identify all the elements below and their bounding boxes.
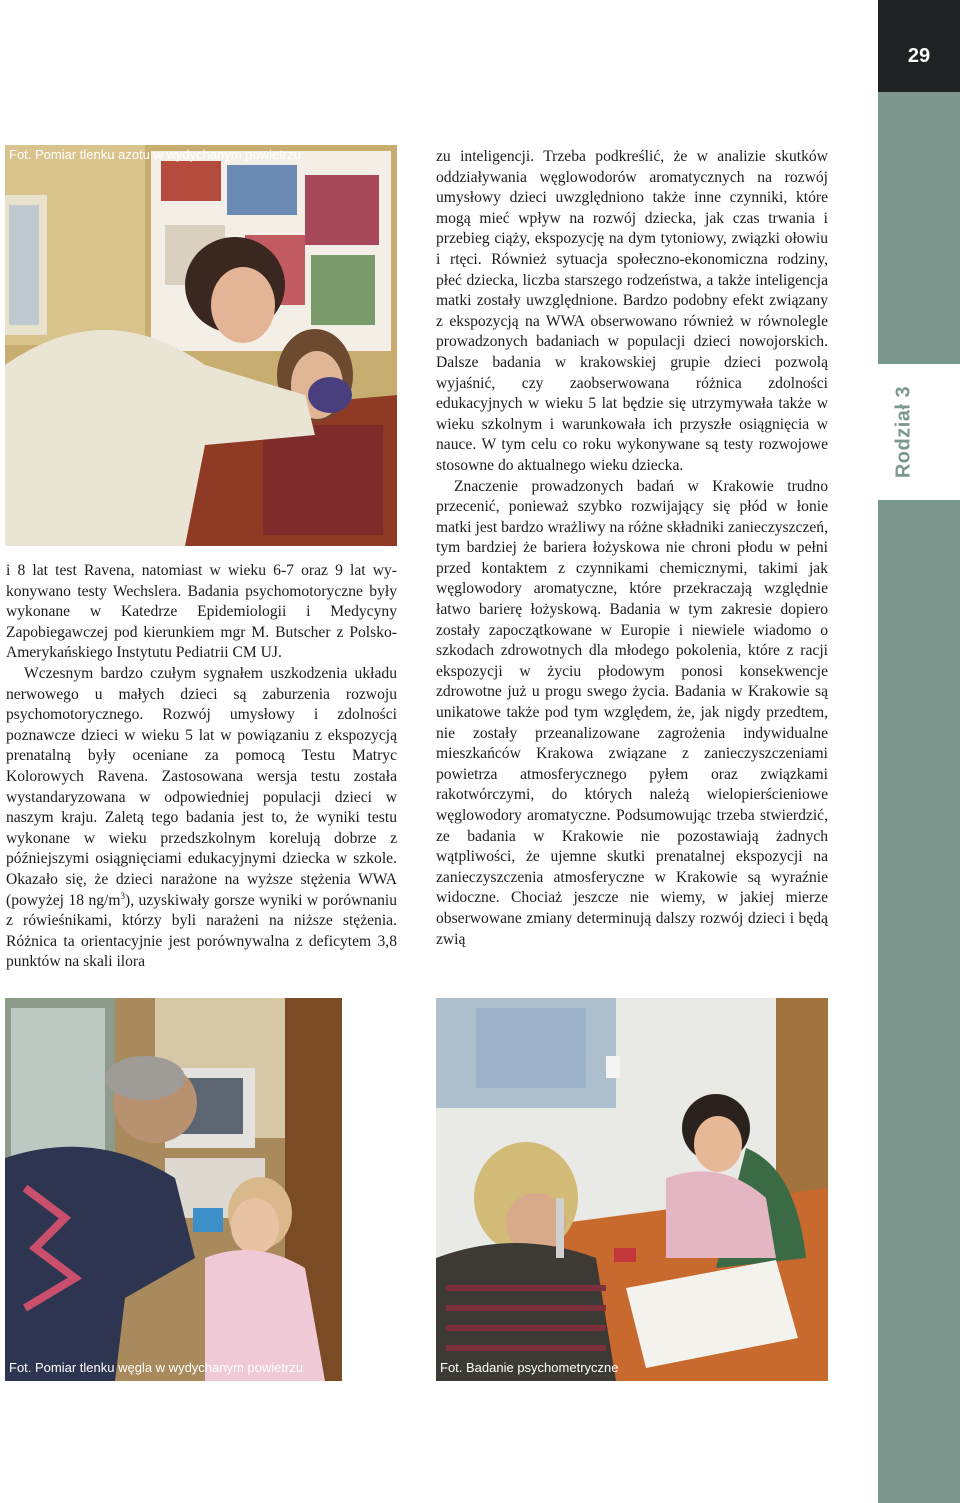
paragraph-text: ), uzyskiwały gorsze wyniki w porównaniu z rówieśnikami, którzy byli narażeni na niższe stężenia. Różnica ta orientacyjnie jest porównywalna z deficytem 3,8 punktów na skali ilora — [6, 891, 398, 971]
photo-caption: Fot. Pomiar tlenku azotu w wydychanym powietrzu — [9, 147, 301, 162]
left-text-column — [6, 561, 397, 973]
paragraph: Znaczenie prowadzonych badań w Krakowie trudno przecenić, ponieważ szybko rozwijający się płód w łonie matki jest bardzo wrażliwy na różne składniki zanieczyszczeń, tym bardziej że bariera łożyskowa nie chroni płodu w pełni przed kontaktem z czynnikami chemicznymi, takimi jak węglowodory aromatyczne, które przekraczają względnie łatwo barierę łożyskową. Badania w tym zakresie dopiero zostały zapoczątkowane w Europie i niewiele wiadomo o szkodach zdrowotnych dla młodego pokolenia, które z racji ekspozycji w życiu płodowym ponosi konsekwencje zdrowotne już u progu swego życia. Badania w Krakowie są unikatowe także pod tym względem, że, jak nigdy przedtem, nie zostały przeanalizowane zagrożenia indywidualne mieszkańców Krakowa związane z zanieczyszczeniami powietrza atmosferycznego pyłem oraz związkami rakotwórczymi, do których należą wielopierścieniowe węglowodory aromatyczne. Podsumowując trzeba stwierdzić, ze badania w Krakowie nie pozostawiają żadnych wątpliwości, że ujemne skutki prenatalnej ekspozycji na zanieczyszczenia atmosferyczne w Krakowie są wyraźnie widoczne. Chociaż jeszcze nie wiemy, w jakiej mierze obserwowane zmiany determinują dalszy rozwój dzieci i będą zwią — [436, 477, 828, 948]
paragraph: i 8 lat test Ravena, natomiast w wieku 6-7 oraz 9 lat wykonywano testy Wechslera. Badania psychomotoryczne były wykonane w Katedrze Epidemiologii i Medycyny Zapobiegawczej pod kierunkiem mgr M. Butscher z Polsko-Amerykańskiego Instytutu Pediatrii CM UJ. — [6, 562, 397, 662]
page-number: 29 — [878, 0, 960, 92]
photo-caption: Fot. Badanie psychometryczne — [440, 1360, 619, 1375]
side-band — [878, 0, 960, 1503]
photo-carbon-monoxide-measurement — [5, 998, 342, 1381]
right-text-column — [436, 147, 828, 950]
photo-illustration — [436, 998, 828, 1381]
photo-caption: Fot. Pomiar tlenku węgla w wydychanym powietrzu — [9, 1360, 304, 1375]
paragraph-text: Wczesnym bardzo czułym sygnałem uszkodzenia układu nerwowego u małych dzieci są zaburzenia rozwoju psychomotorycznego. Rozwój umysłowy i zdolności poznawcze dzieci w wieku 5 lat w powiązaniu z ekspozycją prenatalną były oceniane za pomocą Testu Matryc Kolorowych Ravena. Zastosowana wersja testu została wystandaryzowana w odpowiedniej populacji dzieci w naszym kraju. Zaletą tego badania jest to, że wyniki testu wykonane w wieku przedszkolnym korelują dobrze z późniejszymi osiągnięciami edukacyjnymi dziecka w szkole. Okazało się, że dzieci narażone na wyższe stężenia WWA (powyżej 18 ng/m — [6, 664, 397, 909]
chapter-tab — [878, 364, 960, 500]
chapter-label: Rodział 3 — [892, 385, 915, 479]
photo-nitric-oxide-measurement — [5, 145, 397, 546]
paragraph: zu inteligencji. Trzeba podkreślić, że w analizie skutków oddziaływania węglowodorów aromatycznych na rozwój umysłowy dzieci uwzględniono także inne czynniki, które mogą mieć wpływ na rozwój dziecka, jak czas trwania i przebieg ciąży, ekspozycję na dym tytoniowy, związki ołowiu i rtęci. Również sytuacja społeczno-ekonomiczna rodziny, płeć dziecka, liczba starszego rodzeństwa, a także inteligencja matki zostały uwzględnione. Bardzo podobny efekt związany z ekspozycją na WWA obserwowano również w równolegle prowadzonych badaniach w populacji dzieci nowojorskich. Dalsze badania w krakowskiej grupie dzieci pozwolą wyjaśnić, czy zaobserwowana różnica zdolności edukacyjnych w wieku 5 lat będzie się utrzymywała także w wieku szkolnym i warunkowała ich przyszłe osiągnięcia w nauce. W tym celu co roku wykonywane są testy rozwojowe stosowne do aktualnego wieku dziecka. — [436, 148, 828, 474]
photo-psychometric-test — [436, 998, 828, 1381]
paragraph — [6, 664, 397, 973]
photo-illustration — [5, 998, 342, 1381]
superscript: 3 — [120, 890, 126, 901]
photo-illustration — [5, 145, 397, 546]
